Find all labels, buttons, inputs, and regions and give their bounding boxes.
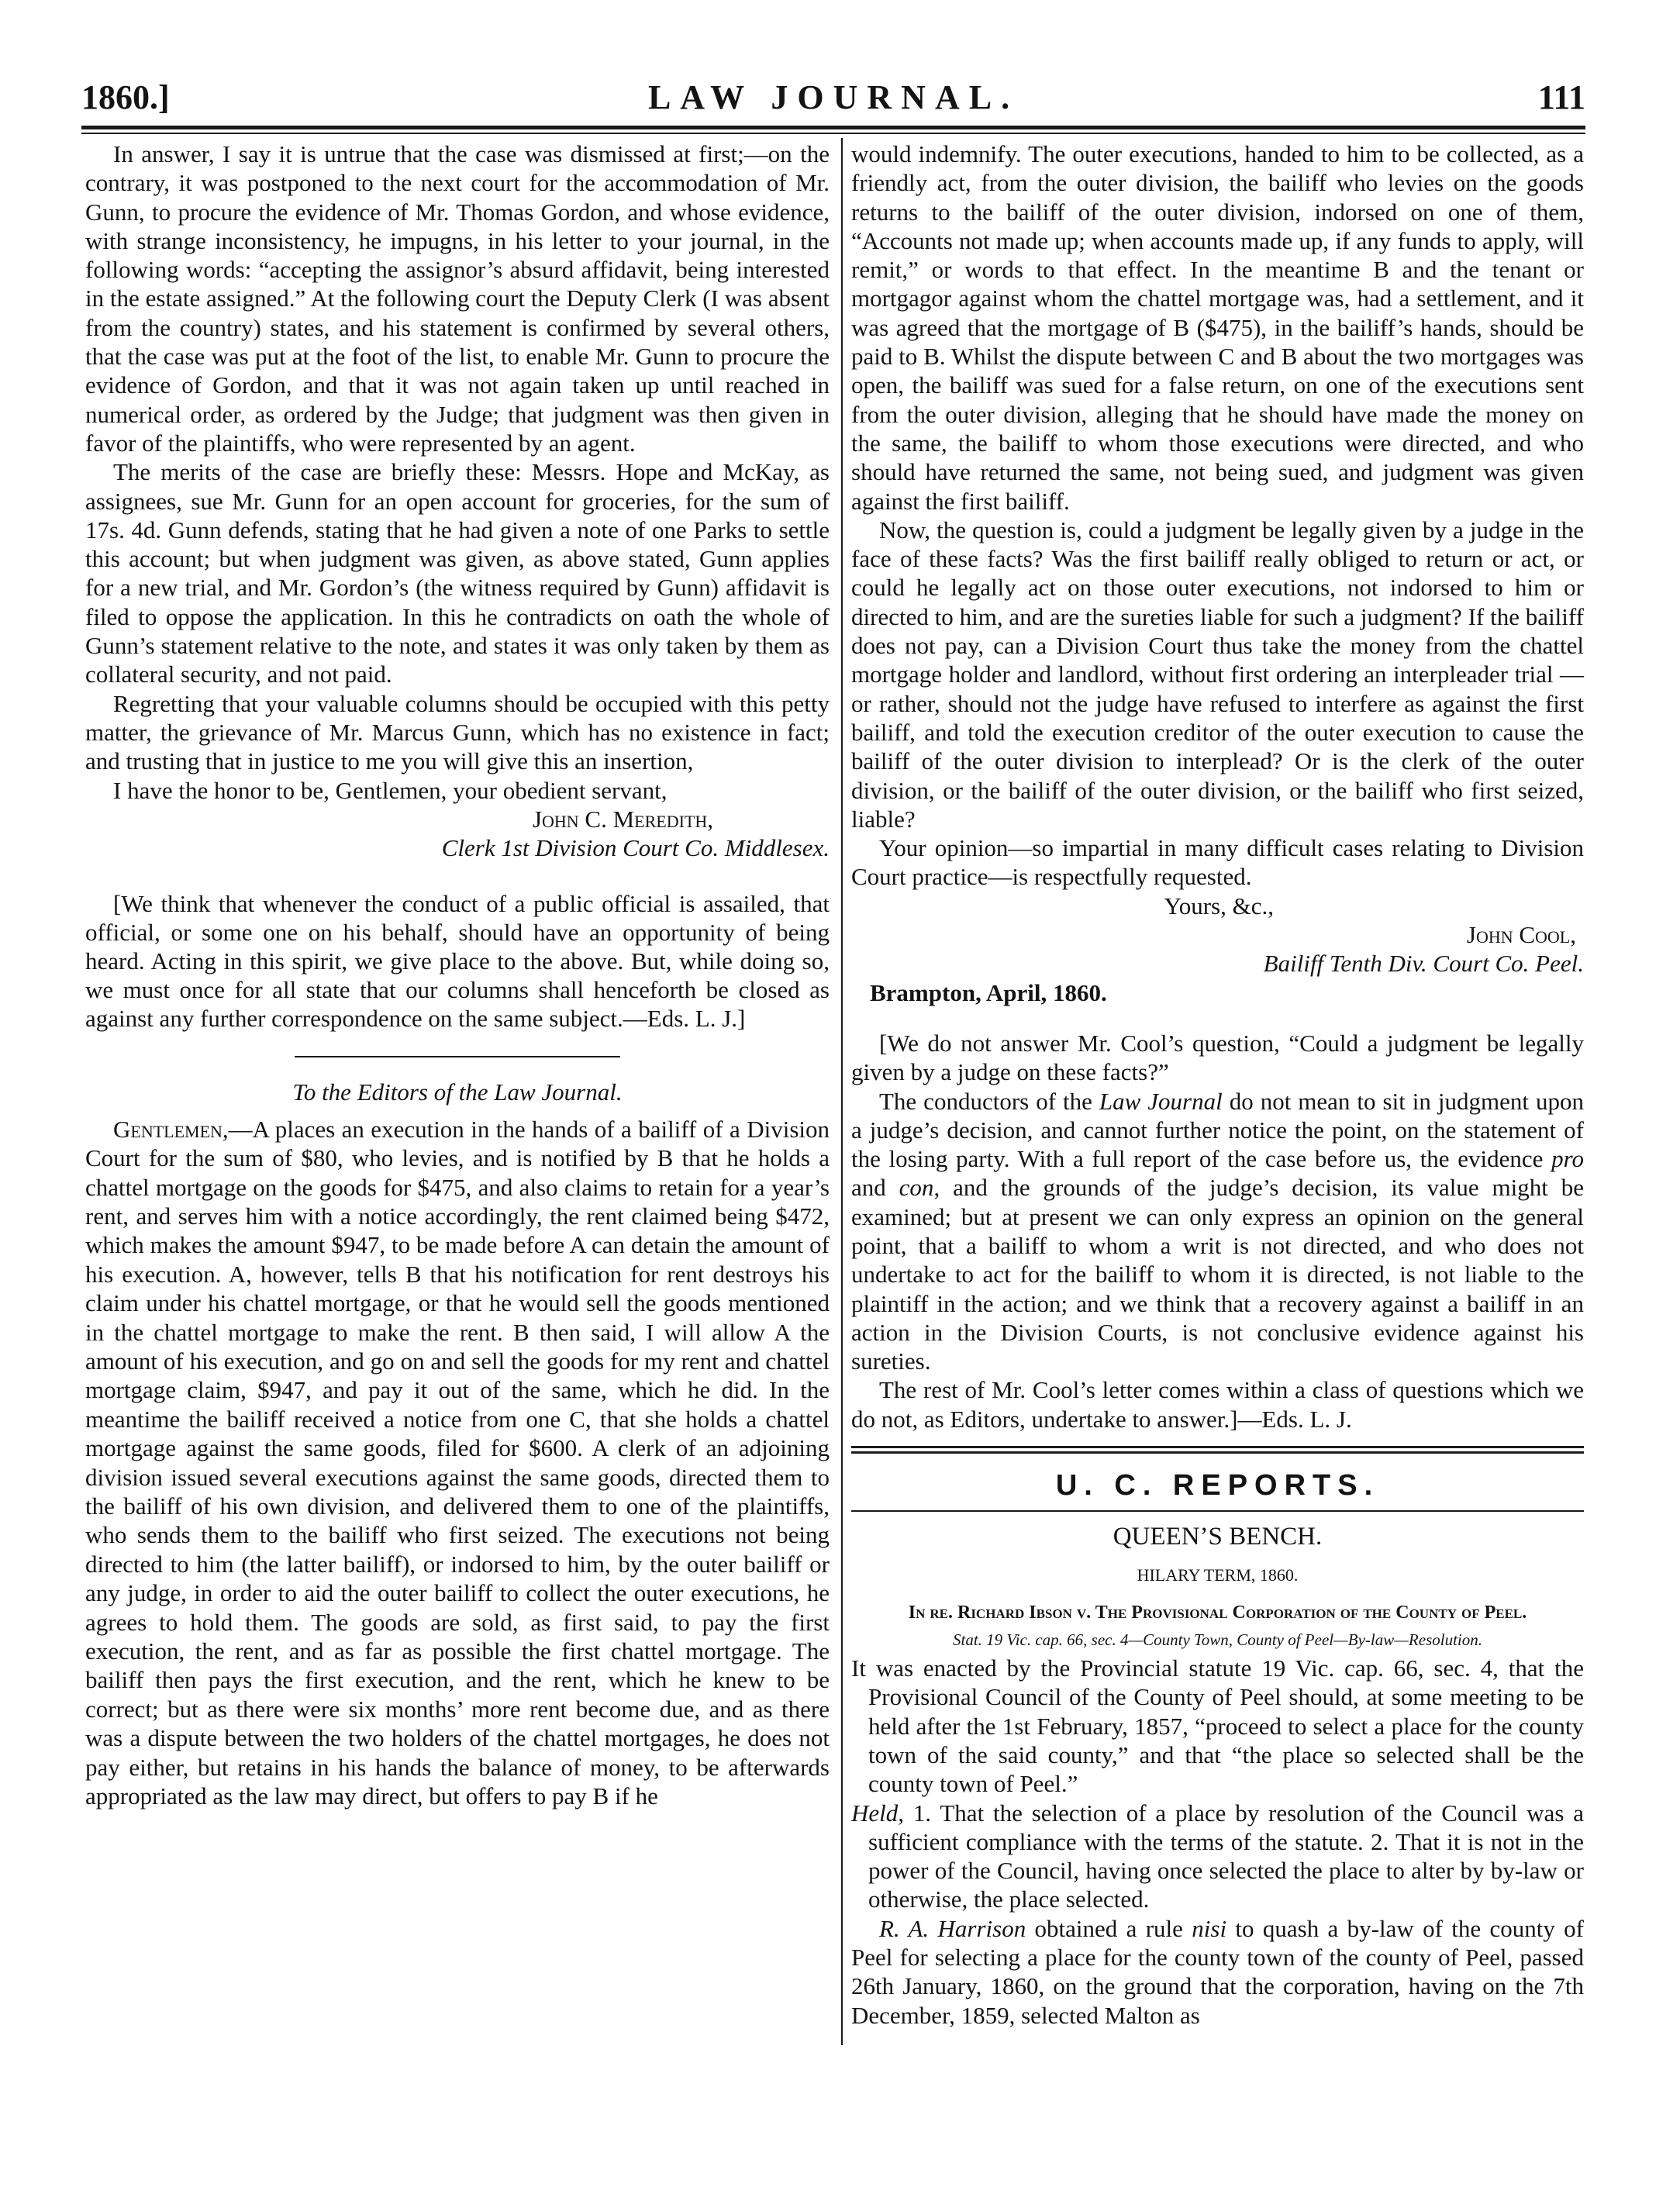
letter-paragraph: Now, the question is, could a judgment be legally given by a judge in the face of these facts? Was the first bailiff really obliged to return or act, or could he legally act on those outer executions, not indorsed to him or directed to him, and are the sureties liable for such a judgment? If the bailiff does not pay, can a Division Court thus take the money from the chattel mortgage holder and landlord, without first ordering an interpleader trial — or rather, should not the judge have refused to interfere as against the first bailiff, and told the execution creditor of the outer execution to cause the bailiff of the outer division to interplead? Or is the clerk of the outer division, or the bailiff of the outer division, or the bailiff who first seized, liable?	[851, 516, 1584, 833]
column-separator	[841, 138, 843, 2045]
letter-body: —A places an execution in the hands of a bailiff of a Division Court for the sum of $80, who levies, and is notified by B that he holds a chattel mortgage on the goods for $475, and also claims to retain for a year’s rent, and serves him with a notice accordingly, the rent claimed being $472, which makes the amount $947, to be made before A can detain the amount of his execution. A, however, tells B that his notification for rent destroys his claim under his chattel mortgage, or that he would sell the goods mentioned in the chattel mortgage to make the rent. B then said, I will allow A the amount of his execution, and go on and sell the goods for my rent and chattel mortgage claim, $947, and pay it out of the same, which he did. In the meantime the bailiff received a notice from one C, that she holds a chattel mortgage against the same goods, filed for $600. A clerk of an adjoining division issued several executions against the same goods, directed them to the bailiff of his own division, and delivered them to one of the plaintiffs, who sends them to the bailiff who first seized. The executions not being directed to him (the latter bailiff), or indorsed to him, by the outer bailiff or any judge, in order to aid the outer bailiff to collect the outer executions, he agrees to hold them. The goods are sold, as first said, to pay the first execution, the rent, and as far as possible the first chattel mortgage. The bailiff then pays the first execution, and the rent, which he knew to be correct; but as there were six months’ more rent become due, and as there was a dispute between the two holders of the chattel mortgages, he does not pay either, but retains in his hands the balance of money, to be afterwards appropriated as the law may direct, but offers to pay B if he	[85, 1115, 830, 1810]
court-heading: QUEEN’S BENCH.	[1113, 1523, 1323, 1551]
editors-note: [We think that whenever the conduct of a public official is assailed, that official, or some one on his behalf, should have an opportunity of being heard. Acting in this spirit, we give place to the above. But, while doing so, we must once for all state that our columns shall henceforth be closed as against any further correspondence on the same subject.—Eds. L. J.]	[85, 890, 830, 1032]
journal-title: LAW JOURNAL.	[647, 78, 1019, 116]
signature-name: John Cool,	[1466, 921, 1576, 949]
heading-rule	[851, 1510, 1584, 1512]
statute-reference: Stat. 19 Vic. cap. 66, sec. 4—County Town, County of Peel—By-law—Resolution.	[952, 1630, 1483, 1650]
header-rule-thick	[81, 126, 1585, 129]
editors-note: The conductors of the Law Journal do not mean to sit in judgment upon a judge’s decision, and cannot further notice the point, on the statement of the losing party. With a full report of the case before us, the evidence pro and con, and the grounds of the judge’s decision, its value might be examined; but at present we can only express an opinion on the general point, that a bailiff to whom a writ is not directed, and who does not undertake to act for the bailiff to whom it is directed, is not liable to the plaintiff in the action; and we think that a recovery against a bailiff in an action in the Division Courts, is not conclusive evidence against his sureties.	[851, 1087, 1584, 1375]
signature-title: Clerk 1st Division Court Co. Middlesex.	[441, 834, 830, 862]
letter-paragraph: In answer, I say it is untrue that the case was dismissed at first;—on the contrary, it was postponed to the next court for the accommodation of Mr. Gunn, to procure the evidence of Mr. Thomas Gordon, and whose evidence, with strange inconsistency, he impugns, in his letter to your journal, in the following words: “accepting the assignor’s absurd affidavit, being interested in the estate assigned.” At the following court the Deputy Clerk (I was absent from the country) states, and his statement is confirmed by several others, that the case was put at the foot of the list, to enable Mr. Gunn to procure the evidence of Gordon, and that it was not again taken up until reached in numerical order, as ordered by the Judge; that judgment was then given in favor of the plaintiffs, who were represented by an agent.	[85, 140, 830, 457]
letter-closing: Yours, &c.,	[1164, 892, 1274, 919]
signature-title: Bailiff Tenth Div. Court Co. Peel.	[1263, 950, 1584, 978]
case-title: In re. Richard Ibson v. The Provisional Corporation of the County of Peel.	[908, 1603, 1527, 1623]
journal-name: Law Journal	[1099, 1087, 1223, 1115]
letter-paragraph: Your opinion—so impartial in many difficult cases relating to Division Court practice—is respectfully requested.	[851, 834, 1584, 891]
case-body: R. A. Harrison obtained a rule nisi to quash a by-law of the county of Peel for selecting a place for the county town of the county of Peel, passed 26th January, 1860, on the ground that the corporation, having on the 7th December, 1859, selected Malton as	[851, 1914, 1584, 2029]
page-number: 111	[1537, 78, 1585, 116]
headnote: Held, 1. That the selection of a place by resolution of the Council was a sufficient compliance with the terms of the statute. 2. That it is not in the power of the Council, having once selected the place to alter by by-law or otherwise, the place selected.	[851, 1799, 1584, 1913]
letter-heading: To the Editors of the Law Journal.	[292, 1078, 623, 1106]
right-column	[851, 140, 1584, 2030]
letter-closing: I have the honor to be, Gentlemen, your obedient servant,	[113, 776, 668, 804]
letter-paragraph: The merits of the case are briefly these: Messrs. Hope and McKay, as assignees, sue Mr. Gunn for an open account for groceries, for the sum of 17s. 4d. Gunn defends, stating that he had given a note of one Parks to settle this account; but when judgment was given, as above stated, Gunn applies for a new trial, and Mr. Gordon’s (the witness required by Gunn) affidavit is filed to oppose the application. In this he contradicts on oath the whole of Gunn’s statement relative to the note, and states it was only taken by them as collateral security, and not paid.	[85, 458, 830, 688]
place-date: Brampton, April, 1860.	[870, 978, 1107, 1006]
editors-note: [We do not answer Mr. Cool’s question, “Could a judgment be legally given by a judge on these facts?”	[851, 1029, 1584, 1086]
headnote: It was enacted by the Provincial statute 19 Vic. cap. 66, sec. 4, that the Provisional Council of the County of Peel should, at some meeting to be held after the 1st February, 1857, “proceed to select a place for the county town of the said county,” and that “the place so selected shall be the county town of Peel.”	[851, 1654, 1584, 1798]
salutation: Gentlemen,	[113, 1115, 229, 1143]
letter-paragraph: would indemnify. The outer executions, handed to him to be collected, as a friendly act, from the outer division, the bailiff who levies on the goods returns to the bailiff of the outer division, indorsed on one of them, “Accounts not made up; when accounts made up, if any funds to apply, will remit,” or words to that effect. In the meantime B and the tenant or mortgagor against whom the chattel mortgage was, had a settlement, and it was agreed that the mortgage of B ($475), in the bailiff’s hands, should be paid to B. Whilst the dispute between C and B about the two mortgages was open, the bailiff was sued for a false return, on one of the executions sent from the outer division, alleging that he should have made the money on the same, the bailiff to whom those executions were directed, and who should have returned the same, not being sued, and judgment was given against the first bailiff.	[851, 140, 1584, 515]
running-header	[81, 78, 1585, 127]
left-column	[85, 140, 830, 1810]
signature-name: John C. Meredith,	[532, 805, 713, 833]
held-label: Held,	[851, 1799, 905, 1827]
term-heading: HILARY TERM, 1860.	[1137, 1565, 1299, 1585]
counsel-name: R. A. Harrison	[879, 1914, 1026, 1942]
reports-heading: U. C. REPORTS.	[1055, 1469, 1380, 1502]
section-divider	[295, 1056, 620, 1057]
editors-note: The rest of Mr. Cool’s letter comes within a class of questions which we do not, as Editors, undertake to answer.]—Eds. L. J.	[851, 1376, 1584, 1433]
letter-paragraph: Regretting that your valuable columns should be occupied with this petty matter, the grievance of Mr. Marcus Gunn, which has no existence in fact; and trusting that in justice to me you will give this an insertion,	[85, 689, 830, 775]
section-double-rule	[851, 1446, 1584, 1454]
header-rule-thin	[81, 133, 1585, 134]
letter-paragraph	[85, 1115, 830, 1811]
header-year: 1860.]	[81, 78, 170, 116]
